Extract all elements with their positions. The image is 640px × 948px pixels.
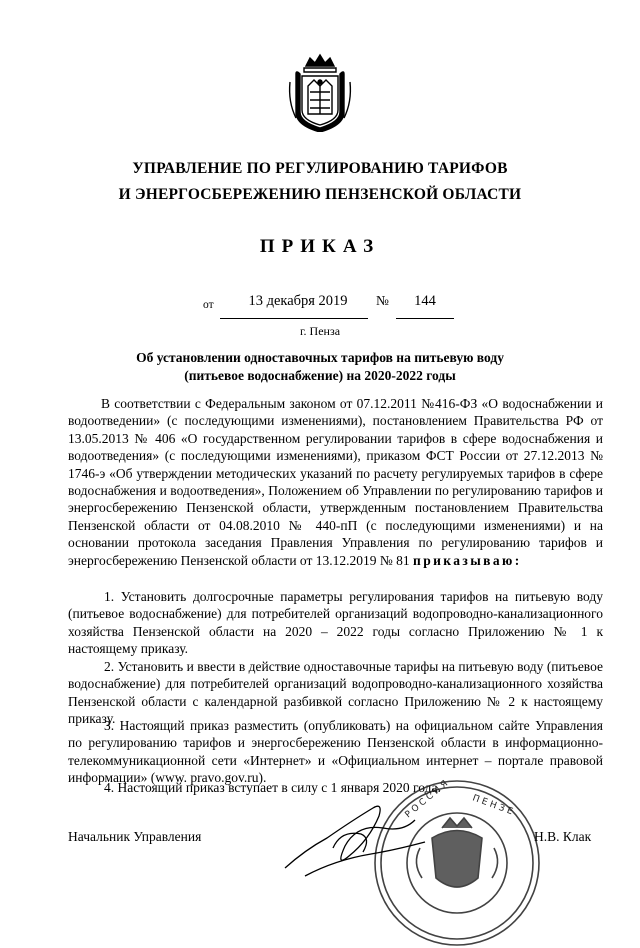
organization-name-line2: И ЭНЕРГОСБЕРЕЖЕНИЮ ПЕНЗЕНСКОЙ ОБЛАСТИ (118, 186, 522, 203)
order-item-4: 4. Настоящий приказ вступает в силу с 1 января 2020 года. (104, 780, 441, 795)
order-subject (0, 349, 640, 385)
number-sign: № (376, 293, 389, 308)
preamble-paragraph (68, 395, 603, 569)
svg-text:П Е Н З Е: П Е Н З Е (470, 793, 514, 818)
svg-text:Р О С С И Я: Р О С С И Я (403, 778, 451, 821)
order-date: 13 декабря 2019 (248, 293, 348, 309)
document-type-title: ПРИКАЗ (259, 236, 381, 257)
subject-line1: Об установлении одноставочных тарифов на питьевую воду (136, 350, 504, 365)
date-underline (220, 318, 368, 319)
date-prefix: от (203, 299, 214, 311)
preamble-text: В соответствии с Федеральным законом от 07.12.2011 №416-ФЗ «О водоснабжении и водоотведении» (с последующими изменениями), постановлением Правительства РФ от 13.05.2013 № 406 «О государственном регулировании тарифов в сфере водоснабжения и водоотведения» (с последующими изменениями), приказом ФСТ России от 27.12.2013 № 1746-э «Об утверждении методических указаний по расчету регулируемых тарифов в сфере водоснабжения и водоотведения», Положением об Управлении по регулированию тарифов и энергосбережению Пензенской области, утвержденным постановлением Правительства Пензенской области от 04.08.2010 № 440-пП (с последующими изменениями) и на основании протокола заседания Правления Управления по регулированию тарифов и энергосбережению Пензенской области от 13.12.2019 № 81 (68, 396, 603, 568)
signer-name: Н.В. Клак (534, 829, 592, 844)
subject-line2: (питьевое водоснабжение) на 2020-2022 годы (184, 368, 456, 383)
organization-name-line1: УПРАВЛЕНИЕ ПО РЕГУЛИРОВАНИЮ ТАРИФОВ (132, 160, 508, 177)
coat-of-arms-icon (284, 52, 356, 132)
handwritten-signature-icon (275, 790, 435, 882)
order-number: 144 (414, 293, 436, 309)
order-item-2: 2. Установить и ввести в действие одноставочные тарифы на питьевую воду (питьевое водоснабжение) для потребителей организаций водопроводно-канализационного хозяйства Пензенской области с календарной разбивкой согласно Приложению № 2 к настоящему приказу. (68, 659, 603, 727)
order-item-1: 1. Установить долгосрочные параметры регулирования тарифов на питьевую воду (питьевое водоснабжение) для потребителей организаций водопроводно-канализационного хозяйства Пензенской области на 2020 – 2022 годы согласно Приложению № 1 к настоящему приказу. (68, 589, 603, 657)
order-item-3: 3. Настоящий приказ разместить (опубликовать) на официальном сайте Управления по регулированию тарифов и энергосбережению Пензенской области в информационно-телекоммуникационной сети «Интернет» и «Официальном интернет – портале правовой информации» (www. pravo.gov.ru). (68, 718, 603, 786)
number-underline (396, 318, 454, 319)
signer-title: Начальник Управления (68, 829, 202, 844)
city: г. Пенза (299, 324, 341, 338)
order-directive: приказываю: (413, 552, 522, 568)
